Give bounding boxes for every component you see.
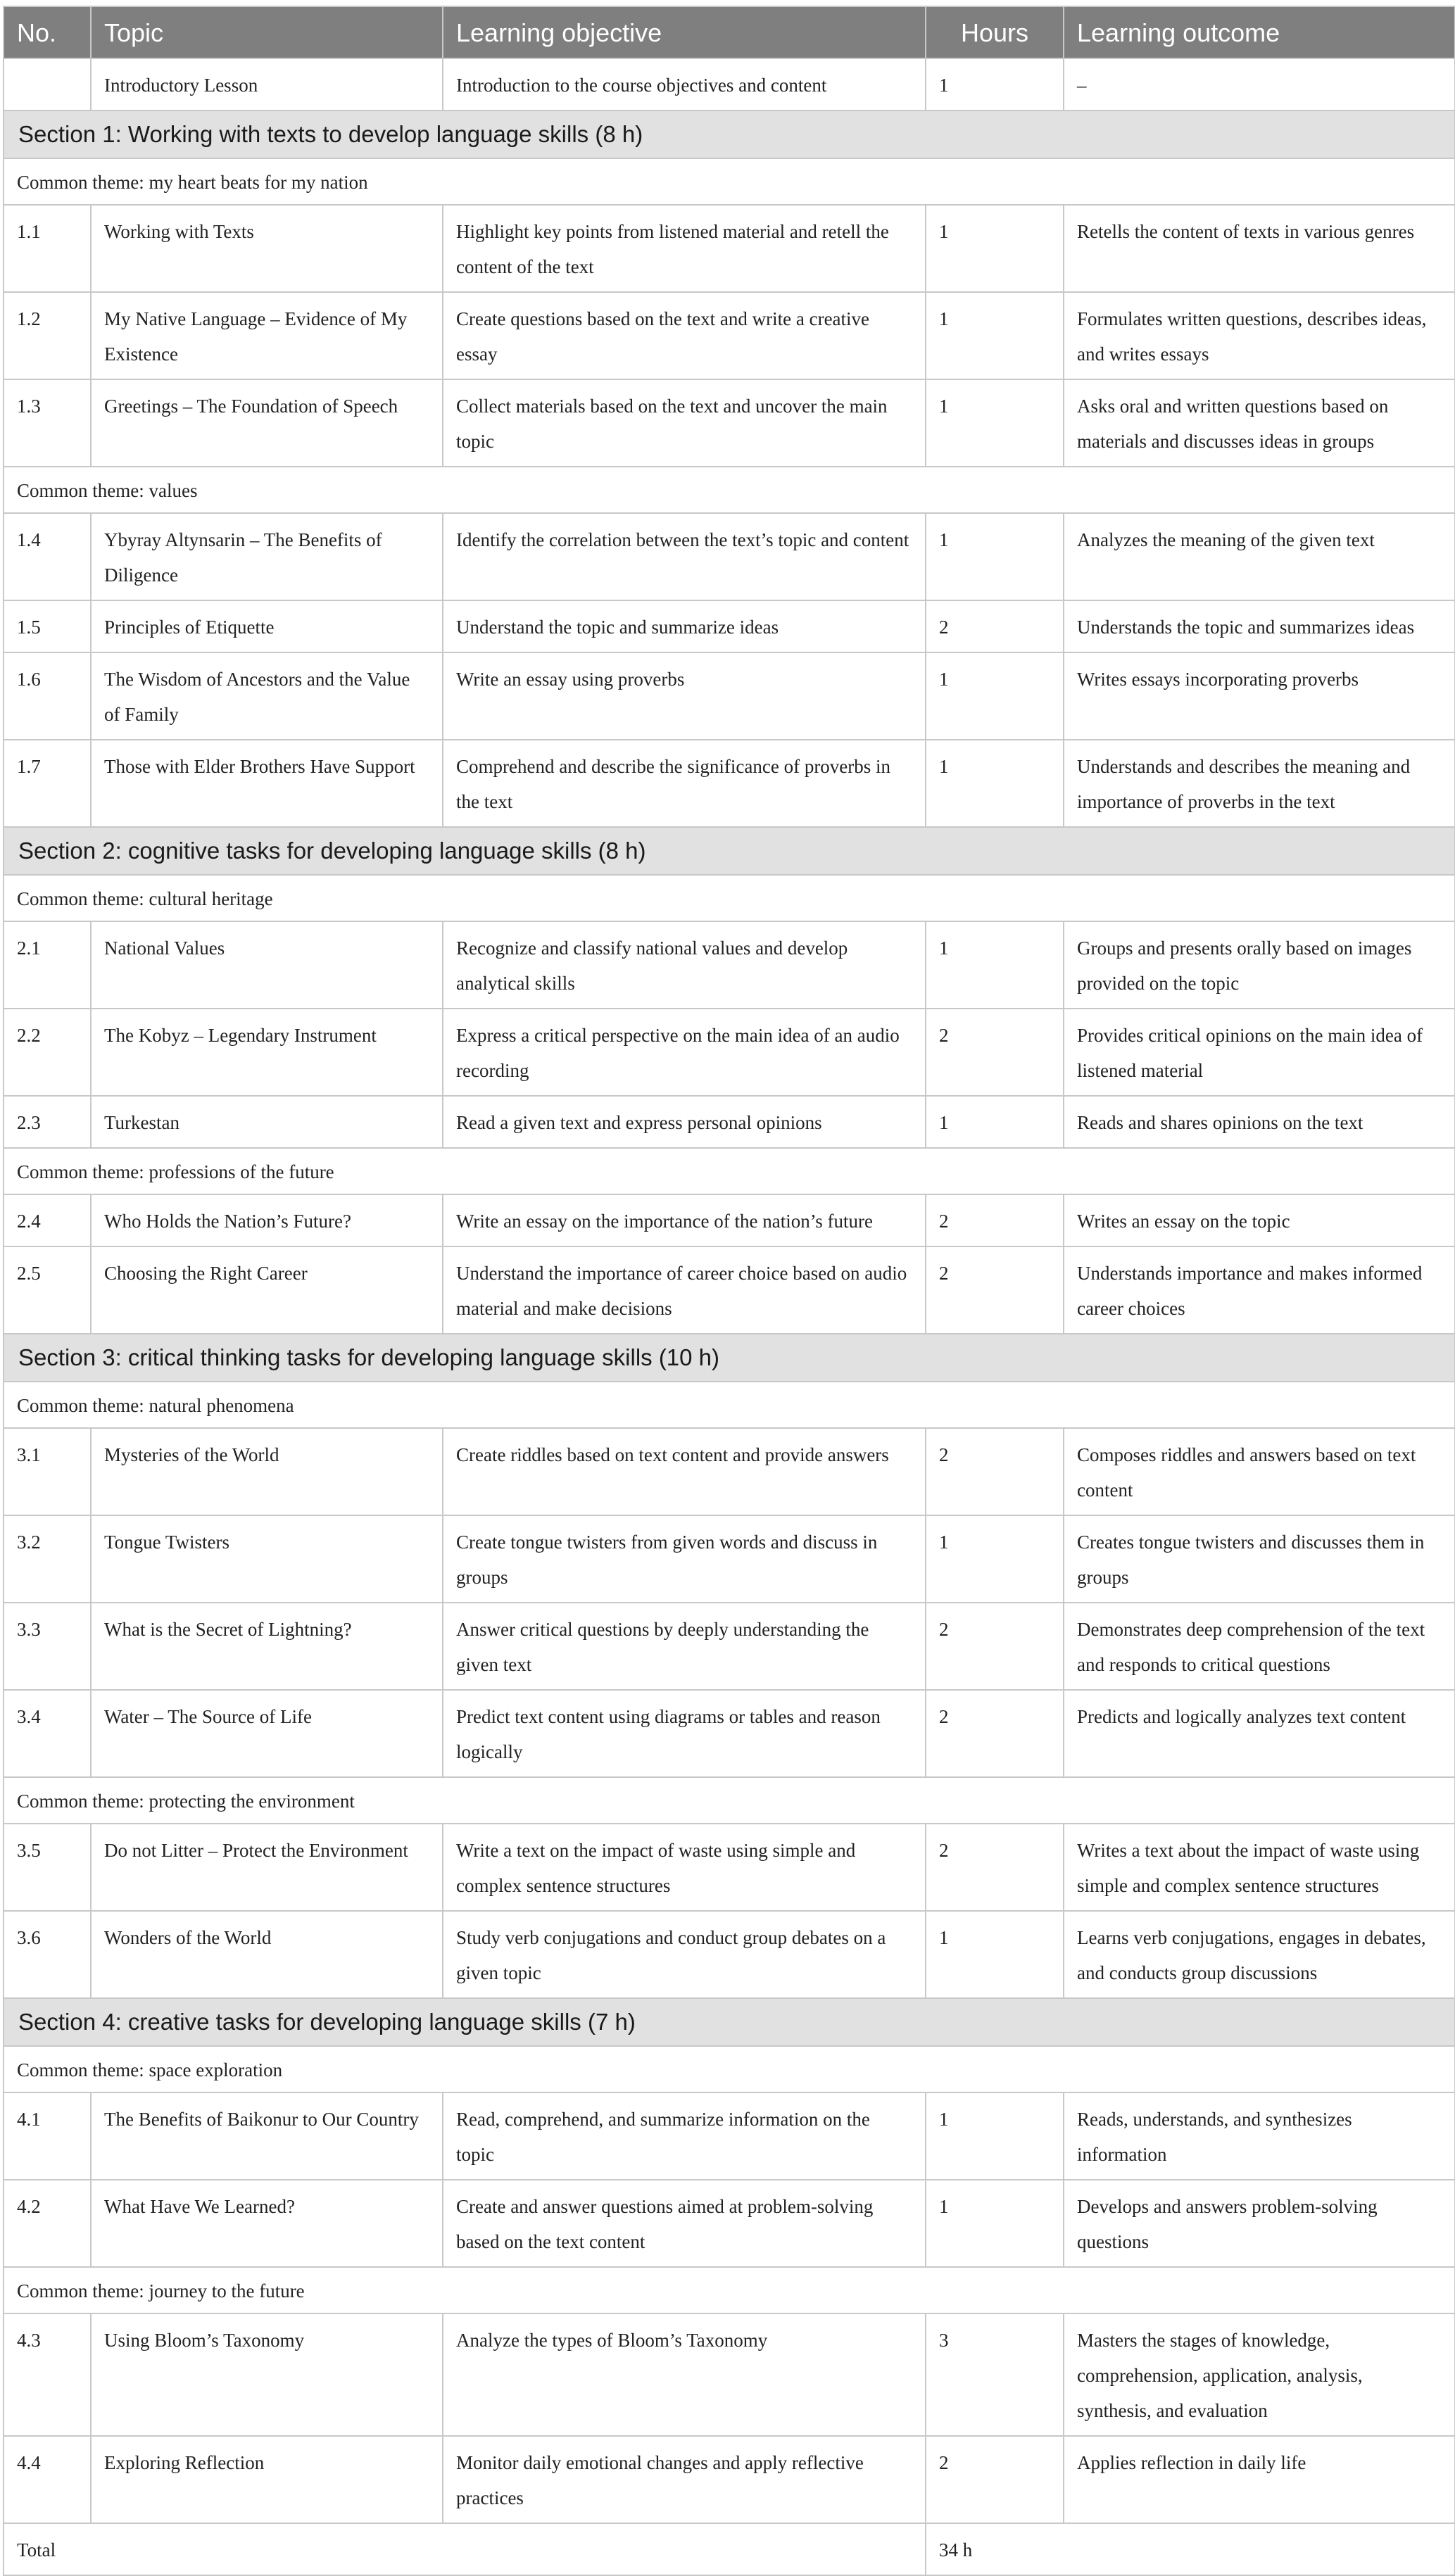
theme-title: Common theme: journey to the future bbox=[4, 2267, 1455, 2313]
section-row bbox=[4, 1998, 1455, 2046]
cell-objective: Write an essay using proverbs bbox=[443, 652, 926, 740]
cell-topic: Those with Elder Brothers Have Support bbox=[91, 740, 443, 827]
cell-topic: What is the Secret of Lightning? bbox=[91, 1603, 443, 1690]
cell-no: 3.1 bbox=[4, 1428, 91, 1515]
cell-topic: Turkestan bbox=[91, 1096, 443, 1148]
cell-objective: Create tongue twisters from given words and discuss in groups bbox=[443, 1515, 926, 1603]
cell-topic: Do not Litter – Protect the Environment bbox=[91, 1824, 443, 1911]
cell-hours: 2 bbox=[926, 1824, 1064, 1911]
table-row bbox=[4, 1515, 1455, 1603]
cell-objective: Understand the topic and summarize ideas bbox=[443, 600, 926, 652]
theme-row bbox=[4, 875, 1455, 921]
cell-hours: 1 bbox=[926, 379, 1064, 467]
table-row bbox=[4, 921, 1455, 1009]
table-row bbox=[4, 2313, 1455, 2436]
cell-objective: Collect materials based on the text and uncover the main topic bbox=[443, 379, 926, 467]
table-row bbox=[4, 1428, 1455, 1515]
cell-topic: Choosing the Right Career bbox=[91, 1246, 443, 1334]
theme-title: Common theme: protecting the environment bbox=[4, 1777, 1455, 1824]
cell-objective: Express a critical perspective on the main idea of an audio recording bbox=[443, 1009, 926, 1096]
cell-hours: 2 bbox=[926, 1603, 1064, 1690]
cell-objective: Write a text on the impact of waste using simple and complex sentence structures bbox=[443, 1824, 926, 1911]
cell-outcome: Masters the stages of knowledge, comprehension, application, analysis, synthesis, and evaluation bbox=[1064, 2313, 1455, 2436]
section-title: Section 1: Working with texts to develop language skills (8 h) bbox=[4, 111, 1455, 158]
table-row bbox=[4, 1690, 1455, 1777]
cell-outcome: Understands and describes the meaning and importance of proverbs in the text bbox=[1064, 740, 1455, 827]
cell-objective: Recognize and classify national values and develop analytical skills bbox=[443, 921, 926, 1009]
cell-hours: 1 bbox=[926, 292, 1064, 379]
cell-topic: Working with Texts bbox=[91, 205, 443, 292]
cell-outcome: Groups and presents orally based on images provided on the topic bbox=[1064, 921, 1455, 1009]
cell-no: 3.4 bbox=[4, 1690, 91, 1777]
cell-hours: 1 bbox=[926, 740, 1064, 827]
cell-outcome: Analyzes the meaning of the given text bbox=[1064, 513, 1455, 600]
cell-topic: What Have We Learned? bbox=[91, 2180, 443, 2267]
cell-hours: 1 bbox=[926, 58, 1064, 111]
total-label: Total bbox=[4, 2523, 926, 2575]
cell-outcome: Composes riddles and answers based on text content bbox=[1064, 1428, 1455, 1515]
cell-outcome: Creates tongue twisters and discusses them in groups bbox=[1064, 1515, 1455, 1603]
theme-title: Common theme: space exploration bbox=[4, 2046, 1455, 2092]
cell-no: 2.5 bbox=[4, 1246, 91, 1334]
section-title: Section 3: critical thinking tasks for developing language skills (10 h) bbox=[4, 1334, 1455, 1382]
cell-no: 2.2 bbox=[4, 1009, 91, 1096]
table-row bbox=[4, 1911, 1455, 1998]
cell-outcome: Predicts and logically analyzes text content bbox=[1064, 1690, 1455, 1777]
section-row bbox=[4, 1334, 1455, 1382]
table-row bbox=[4, 1009, 1455, 1096]
cell-topic: The Benefits of Baikonur to Our Country bbox=[91, 2092, 443, 2180]
theme-row bbox=[4, 2046, 1455, 2092]
cell-no: 1.7 bbox=[4, 740, 91, 827]
cell-topic: Tongue Twisters bbox=[91, 1515, 443, 1603]
section-title: Section 4: creative tasks for developing language skills (7 h) bbox=[4, 1998, 1455, 2046]
cell-no: 2.4 bbox=[4, 1194, 91, 1246]
cell-topic: Greetings – The Foundation of Speech bbox=[91, 379, 443, 467]
cell-objective: Create and answer questions aimed at problem-solving based on the text content bbox=[443, 2180, 926, 2267]
cell-no: 1.1 bbox=[4, 205, 91, 292]
cell-topic: Ybyray Altynsarin – The Benefits of Diligence bbox=[91, 513, 443, 600]
cell-hours: 2 bbox=[926, 1690, 1064, 1777]
cell-hours: 3 bbox=[926, 2313, 1064, 2436]
cell-outcome: Retells the content of texts in various genres bbox=[1064, 205, 1455, 292]
theme-row bbox=[4, 1382, 1455, 1428]
cell-objective: Identify the correlation between the text’s topic and content bbox=[443, 513, 926, 600]
table-row bbox=[4, 292, 1455, 379]
cell-topic: Mysteries of the World bbox=[91, 1428, 443, 1515]
cell-objective: Read a given text and express personal opinions bbox=[443, 1096, 926, 1148]
table-row bbox=[4, 2436, 1455, 2523]
section-row bbox=[4, 827, 1455, 875]
cell-outcome: Demonstrates deep comprehension of the text and responds to critical questions bbox=[1064, 1603, 1455, 1690]
header-row bbox=[4, 6, 1455, 58]
cell-hours: 2 bbox=[926, 1194, 1064, 1246]
theme-title: Common theme: cultural heritage bbox=[4, 875, 1455, 921]
theme-title: Common theme: values bbox=[4, 467, 1455, 513]
theme-row bbox=[4, 158, 1455, 205]
header-topic: Topic bbox=[91, 6, 443, 58]
cell-objective: Create questions based on the text and write a creative essay bbox=[443, 292, 926, 379]
cell-no: 3.3 bbox=[4, 1603, 91, 1690]
cell-outcome: Understands the topic and summarizes ideas bbox=[1064, 600, 1455, 652]
cell-topic: Exploring Reflection bbox=[91, 2436, 443, 2523]
cell-topic: Using Bloom’s Taxonomy bbox=[91, 2313, 443, 2436]
cell-outcome: Develops and answers problem-solving questions bbox=[1064, 2180, 1455, 2267]
cell-no: 1.6 bbox=[4, 652, 91, 740]
cell-topic: My Native Language – Evidence of My Existence bbox=[91, 292, 443, 379]
cell-objective: Predict text content using diagrams or tables and reason logically bbox=[443, 1690, 926, 1777]
cell-objective: Read, comprehend, and summarize information on the topic bbox=[443, 2092, 926, 2180]
header-learning-outcome: Learning outcome bbox=[1064, 6, 1455, 58]
theme-row bbox=[4, 2267, 1455, 2313]
cell-hours: 1 bbox=[926, 2180, 1064, 2267]
cell-objective: Analyze the types of Bloom’s Taxonomy bbox=[443, 2313, 926, 2436]
cell-hours: 2 bbox=[926, 600, 1064, 652]
cell-no: 2.1 bbox=[4, 921, 91, 1009]
cell-objective: Study verb conjugations and conduct group debates on a given topic bbox=[443, 1911, 926, 1998]
cell-hours: 1 bbox=[926, 205, 1064, 292]
header-no: No. bbox=[4, 6, 91, 58]
cell-topic: National Values bbox=[91, 921, 443, 1009]
cell-hours: 1 bbox=[926, 1911, 1064, 1998]
table-row bbox=[4, 1824, 1455, 1911]
cell-objective: Highlight key points from listened material and retell the content of the text bbox=[443, 205, 926, 292]
theme-row bbox=[4, 1148, 1455, 1194]
table-row bbox=[4, 1194, 1455, 1246]
cell-hours: 2 bbox=[926, 1246, 1064, 1334]
cell-objective: Answer critical questions by deeply understanding the given text bbox=[443, 1603, 926, 1690]
cell-hours: 1 bbox=[926, 1096, 1064, 1148]
cell-hours: 1 bbox=[926, 652, 1064, 740]
total-row bbox=[4, 2523, 1455, 2575]
cell-hours: 1 bbox=[926, 1515, 1064, 1603]
table-row bbox=[4, 652, 1455, 740]
cell-hours: 2 bbox=[926, 1428, 1064, 1515]
cell-topic: The Wisdom of Ancestors and the Value of Family bbox=[91, 652, 443, 740]
header-hours: Hours bbox=[926, 6, 1064, 58]
section-title: Section 2: cognitive tasks for developing language skills (8 h) bbox=[4, 827, 1455, 875]
table-row bbox=[4, 740, 1455, 827]
table-row bbox=[4, 1603, 1455, 1690]
cell-outcome: Applies reflection in daily life bbox=[1064, 2436, 1455, 2523]
cell-outcome: Reads and shares opinions on the text bbox=[1064, 1096, 1455, 1148]
cell-outcome: Writes a text about the impact of waste using simple and complex sentence structures bbox=[1064, 1824, 1455, 1911]
cell-no: 1.5 bbox=[4, 600, 91, 652]
cell-objective: Comprehend and describe the significance of proverbs in the text bbox=[443, 740, 926, 827]
theme-row bbox=[4, 467, 1455, 513]
cell-no: 1.3 bbox=[4, 379, 91, 467]
cell-hours: 1 bbox=[926, 921, 1064, 1009]
table-row bbox=[4, 1096, 1455, 1148]
table-row bbox=[4, 205, 1455, 292]
total-value: 34 h bbox=[926, 2523, 1455, 2575]
cell-topic: The Kobyz – Legendary Instrument bbox=[91, 1009, 443, 1096]
cell-topic: Principles of Etiquette bbox=[91, 600, 443, 652]
cell-no: 3.6 bbox=[4, 1911, 91, 1998]
section-row bbox=[4, 111, 1455, 158]
cell-hours: 2 bbox=[926, 1009, 1064, 1096]
cell-no: 3.5 bbox=[4, 1824, 91, 1911]
cell-outcome: Understands importance and makes informed career choices bbox=[1064, 1246, 1455, 1334]
cell-hours: 1 bbox=[926, 513, 1064, 600]
cell-topic: Wonders of the World bbox=[91, 1911, 443, 1998]
cell-objective: Write an essay on the importance of the nation’s future bbox=[443, 1194, 926, 1246]
table-row bbox=[4, 2092, 1455, 2180]
cell-objective: Introduction to the course objectives and content bbox=[443, 58, 926, 111]
cell-objective: Monitor daily emotional changes and apply reflective practices bbox=[443, 2436, 926, 2523]
cell-no: 4.3 bbox=[4, 2313, 91, 2436]
cell-outcome: Asks oral and written questions based on materials and discusses ideas in groups bbox=[1064, 379, 1455, 467]
table-row bbox=[4, 600, 1455, 652]
cell-topic: Who Holds the Nation’s Future? bbox=[91, 1194, 443, 1246]
cell-no: 1.2 bbox=[4, 292, 91, 379]
theme-row bbox=[4, 1777, 1455, 1824]
cell-no: 4.4 bbox=[4, 2436, 91, 2523]
cell-outcome: Writes essays incorporating proverbs bbox=[1064, 652, 1455, 740]
cell-no: 1.4 bbox=[4, 513, 91, 600]
intro-row bbox=[4, 58, 1455, 111]
table-row bbox=[4, 379, 1455, 467]
cell-objective: Create riddles based on text content and provide answers bbox=[443, 1428, 926, 1515]
cell-objective: Understand the importance of career choice based on audio material and make decisions bbox=[443, 1246, 926, 1334]
theme-title: Common theme: my heart beats for my nation bbox=[4, 158, 1455, 205]
cell-outcome: Writes an essay on the topic bbox=[1064, 1194, 1455, 1246]
table-row bbox=[4, 513, 1455, 600]
cell-topic: Introductory Lesson bbox=[91, 58, 443, 111]
cell-topic: Water – The Source of Life bbox=[91, 1690, 443, 1777]
cell-outcome: Provides critical opinions on the main idea of listened material bbox=[1064, 1009, 1455, 1096]
curriculum-table bbox=[3, 6, 1455, 2576]
table-row bbox=[4, 2180, 1455, 2267]
header-learning-objective: Learning objective bbox=[443, 6, 926, 58]
cell-no: 3.2 bbox=[4, 1515, 91, 1603]
cell-hours: 2 bbox=[926, 2436, 1064, 2523]
cell-outcome: Formulates written questions, describes ideas, and writes essays bbox=[1064, 292, 1455, 379]
cell-outcome: – bbox=[1064, 58, 1455, 111]
cell-no bbox=[4, 58, 91, 111]
theme-title: Common theme: professions of the future bbox=[4, 1148, 1455, 1194]
cell-hours: 1 bbox=[926, 2092, 1064, 2180]
cell-outcome: Learns verb conjugations, engages in debates, and conducts group discussions bbox=[1064, 1911, 1455, 1998]
cell-no: 2.3 bbox=[4, 1096, 91, 1148]
cell-no: 4.2 bbox=[4, 2180, 91, 2267]
table-row bbox=[4, 1246, 1455, 1334]
cell-outcome: Reads, understands, and synthesizes information bbox=[1064, 2092, 1455, 2180]
theme-title: Common theme: natural phenomena bbox=[4, 1382, 1455, 1428]
cell-no: 4.1 bbox=[4, 2092, 91, 2180]
